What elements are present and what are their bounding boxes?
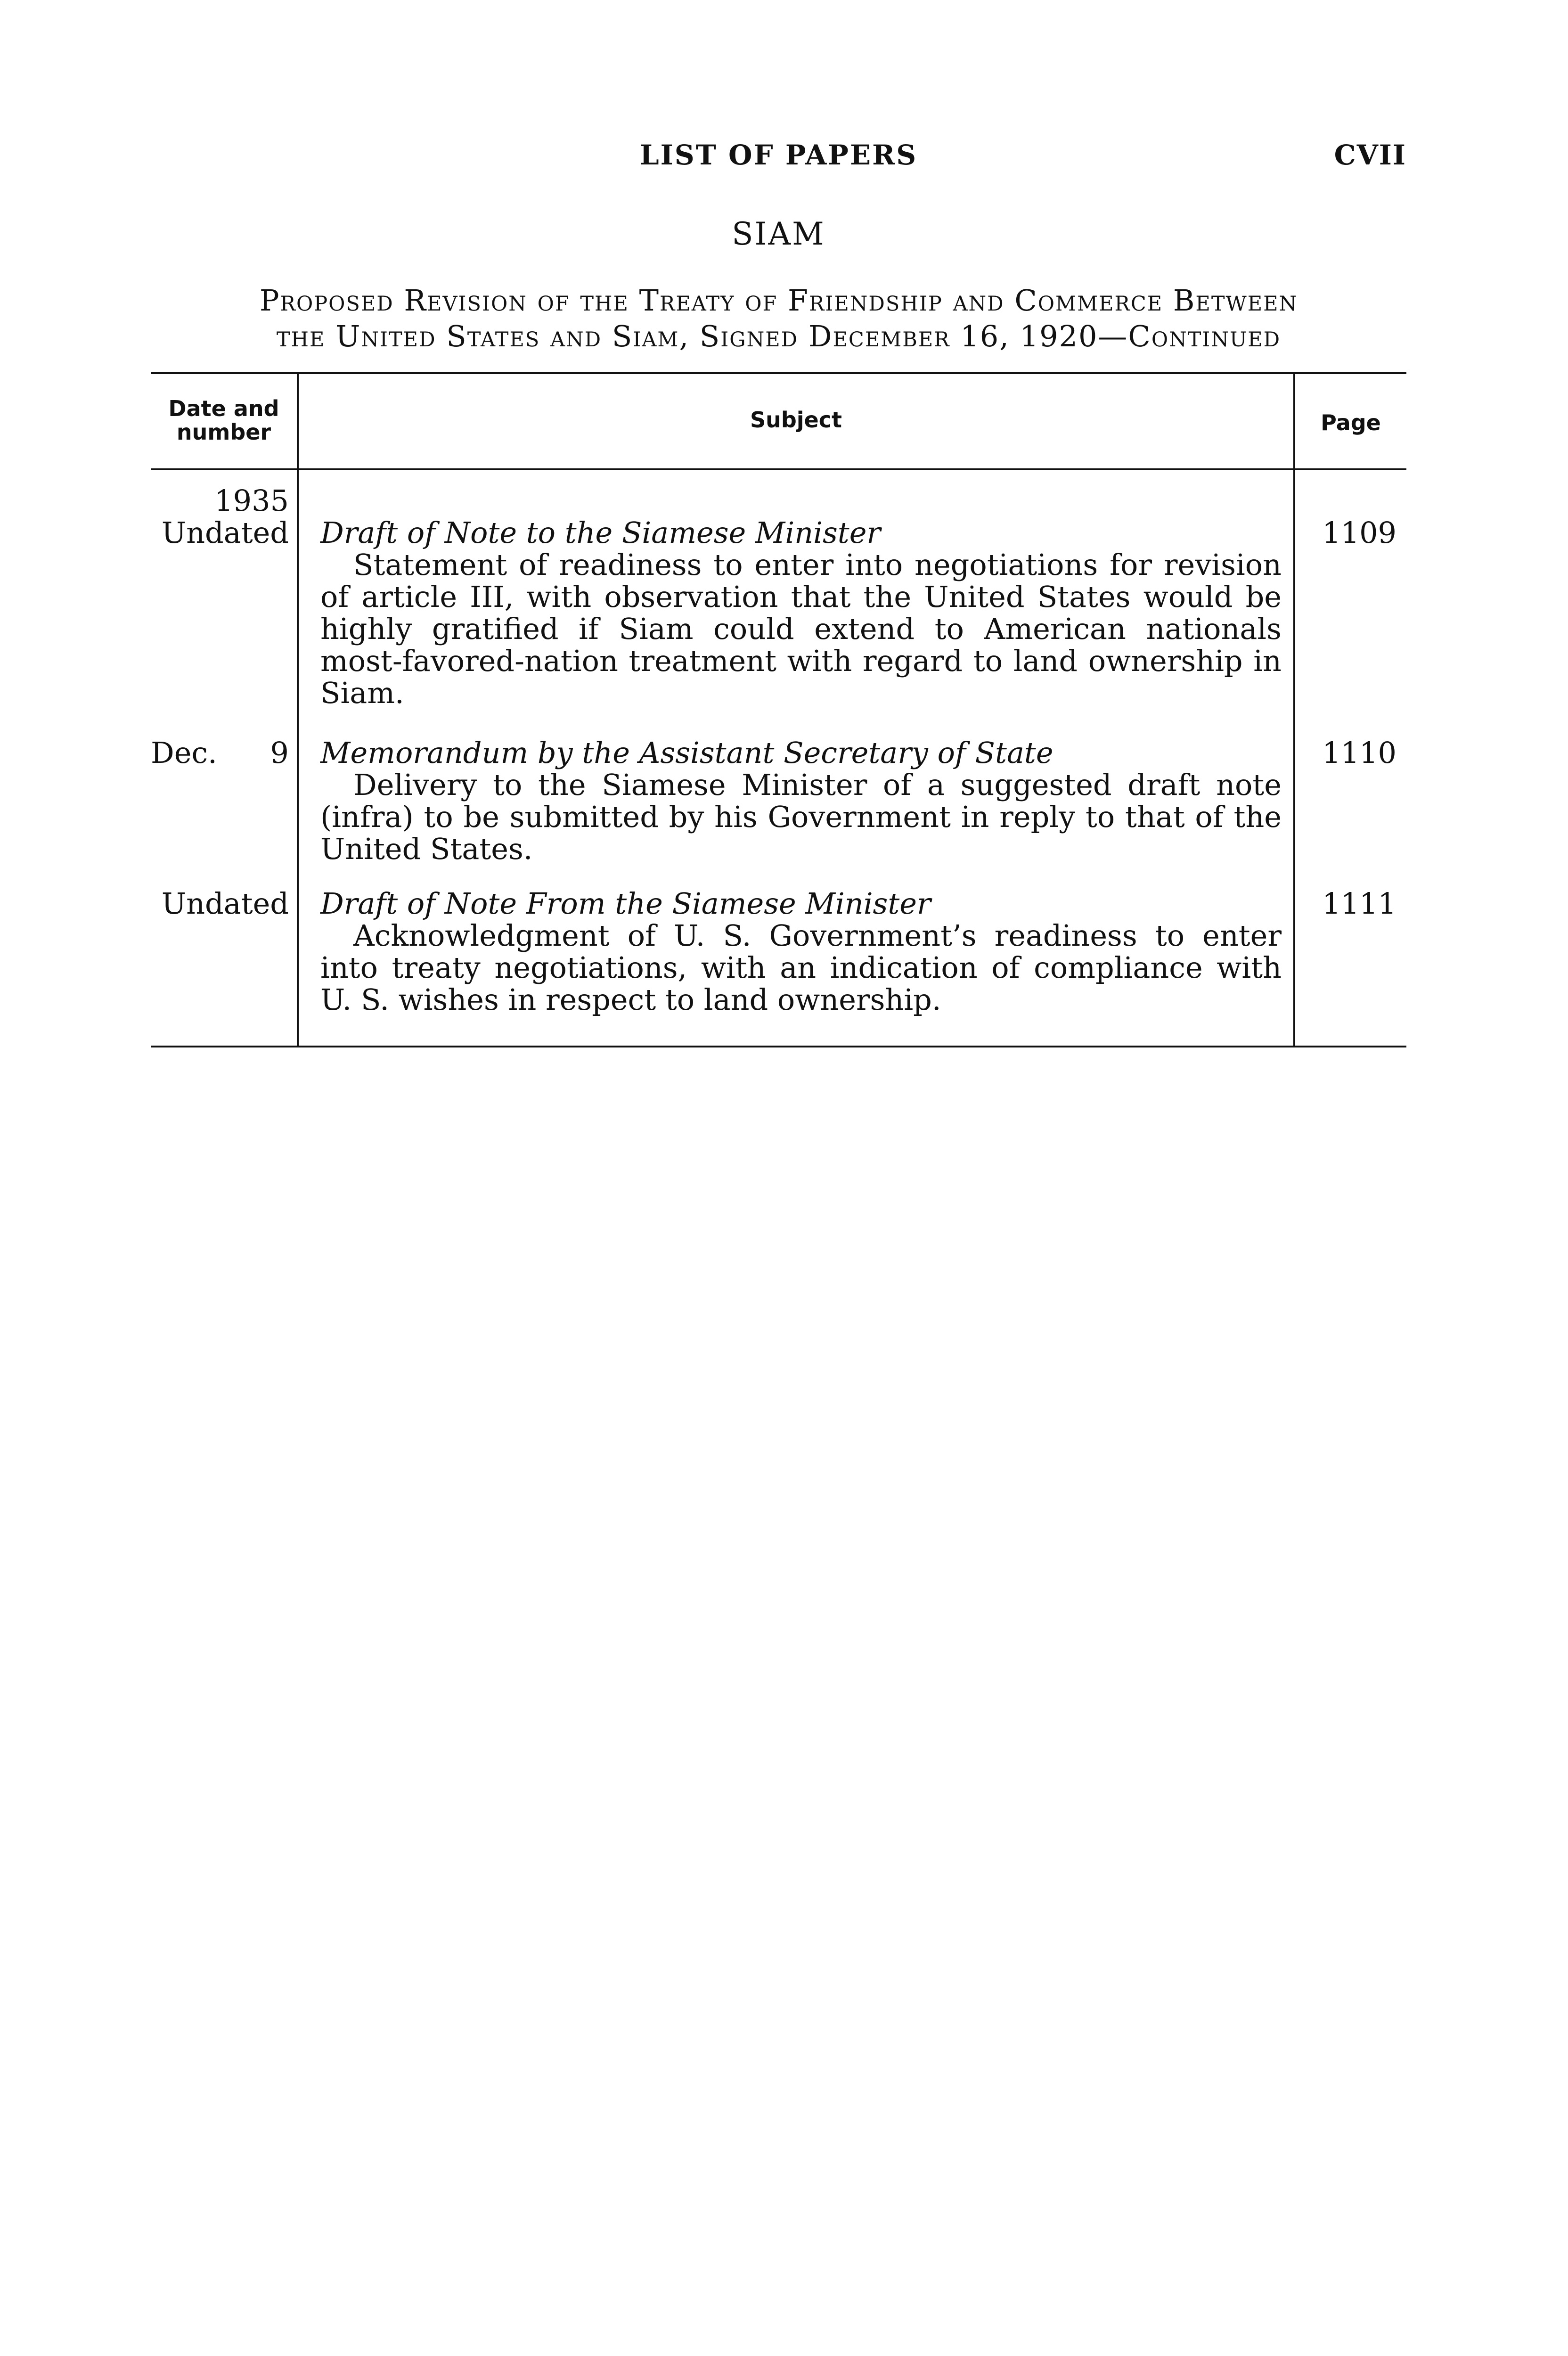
row-page: 1110 <box>1322 736 1396 770</box>
row-description: Acknowledgment of U. S. Government’s readiness to enter into treaty negotiations, with an indication of compliance with U. S. wishes in respect to land ownership. <box>320 918 1282 1017</box>
row-title: Draft of Note From the Siamese Minister <box>320 886 931 921</box>
row-date-value <box>151 737 289 769</box>
column-header-date-line-2: number <box>176 419 271 445</box>
row-date <box>151 888 289 920</box>
row-title: Memorandum by the Assistant Secretary of State <box>320 736 1054 770</box>
row-date-year: 1935 <box>214 483 289 518</box>
running-title: LIST OF PAPERS <box>639 139 918 171</box>
header-divider <box>151 468 1406 470</box>
country-heading: SIAM <box>732 216 825 252</box>
column-header-date-line-1: Date and <box>168 396 279 421</box>
row-date <box>151 737 289 769</box>
row-description: Delivery to the Siamese Minister of a suggested draft note (infra) to be submitted by his Government in reply to that of the United States. <box>320 768 1282 866</box>
page-header <box>151 139 1406 177</box>
row-date-day: 9 <box>270 736 289 770</box>
row-date <box>151 485 289 549</box>
row-page: 1109 <box>1322 515 1396 550</box>
row-title: Draft of Note to the Siamese Minister <box>320 515 881 550</box>
column-header-page: Page <box>1321 410 1381 435</box>
section-heading-line-1: Proposed Revision of the Treaty of Friendship and Commerce Between <box>259 283 1298 318</box>
column-header-subject: Subject <box>750 407 842 433</box>
row-description: Statement of readiness to enter into negotiations for revision of article III, with observation that the United States would be highly gratified if Siam could extend to American nationals most-favored-nation treatment with regard to land ownership in Siam. <box>320 548 1282 710</box>
row-date-value: Undated <box>161 886 289 921</box>
column-divider <box>297 374 299 1046</box>
papers-table <box>151 372 1406 1047</box>
column-divider <box>1293 374 1295 1046</box>
row-subject <box>320 517 1282 709</box>
row-subject <box>320 888 1282 1016</box>
page-number: CVII <box>1334 139 1406 171</box>
column-header-date <box>151 397 297 444</box>
row-date-month: Dec. <box>151 736 217 770</box>
row-page: 1111 <box>1322 886 1396 921</box>
section-heading <box>151 283 1406 354</box>
row-subject <box>320 737 1282 865</box>
row-date-value: Undated <box>161 515 289 550</box>
section-heading-line-2: the United States and Siam, Signed December 16, 1920—Continued <box>276 319 1281 353</box>
